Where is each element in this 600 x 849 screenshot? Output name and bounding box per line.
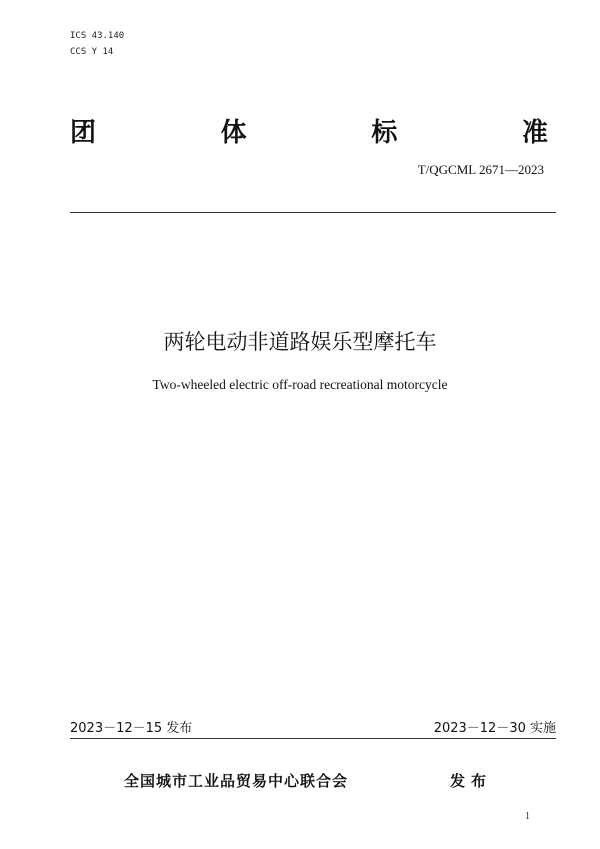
doc-type-char: 团 <box>70 118 97 148</box>
publish-label: 发布 <box>450 772 493 790</box>
ics-code: ICS 43.140 <box>70 31 125 41</box>
publisher-name: 全国城市工业品贸易中心联合会 <box>124 772 349 790</box>
document-type-heading <box>70 112 548 149</box>
title-english: Two-wheeled electric off-road recreational motorcycle <box>152 377 448 392</box>
title-chinese: 两轮电动非道路娱乐型摩托车 <box>163 330 437 354</box>
issue-date: 2023－12－15 发布 <box>70 721 193 736</box>
bottom-divider <box>70 738 556 739</box>
doc-type-char: 标 <box>371 118 398 148</box>
ccs-code: CCS Y 14 <box>70 47 114 57</box>
top-divider <box>70 212 556 213</box>
page-number: 1 <box>525 811 530 822</box>
doc-type-char: 体 <box>220 118 247 148</box>
implementation-date: 2023－12－30 实施 <box>433 721 556 736</box>
standard-number: T/QGCML 2671—2023 <box>417 162 544 177</box>
doc-type-char: 准 <box>521 118 548 148</box>
